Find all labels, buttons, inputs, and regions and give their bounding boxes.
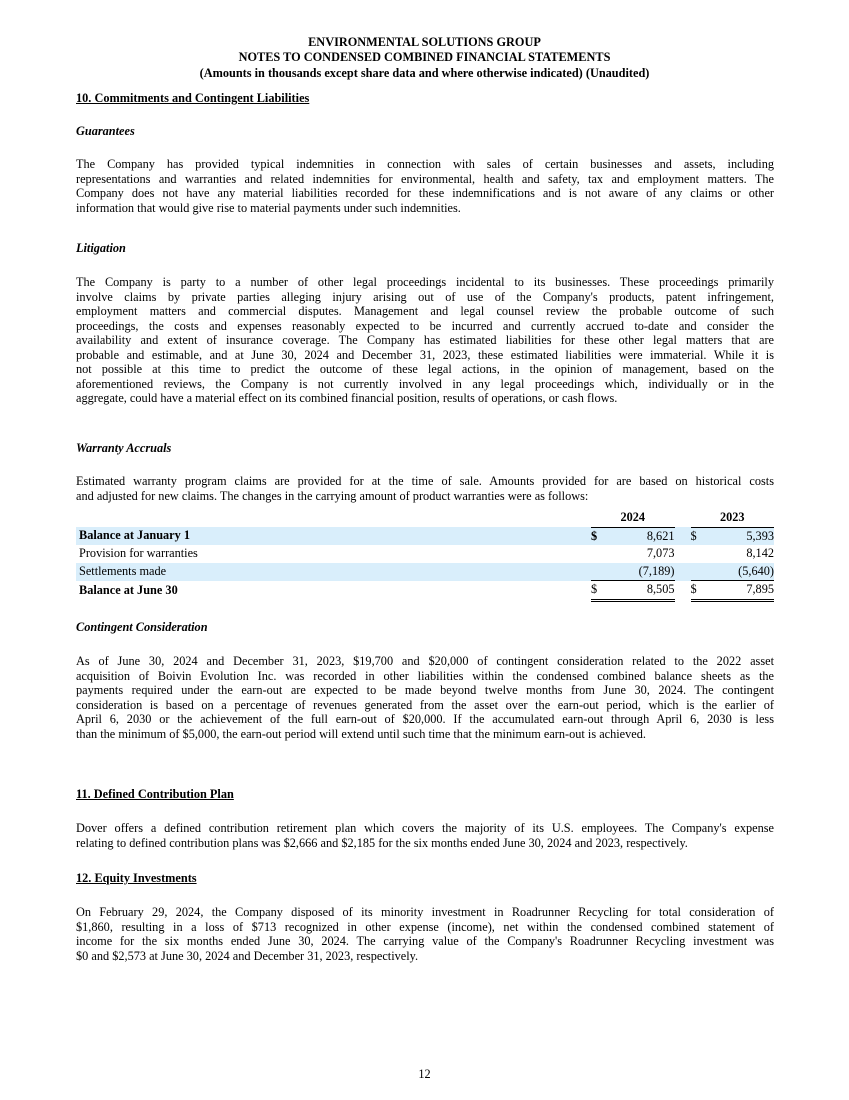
section-12-line: income for the six months ended June 30, 2024. The carrying value of the Company's Roadrunner Recycling investment was [76,934,774,948]
value-2024: 8,621 [605,527,675,545]
table-header-row [76,509,774,527]
warranty-line: and adjusted for new claims. The changes in the carrying amount of product warranties were as follows: [76,488,589,503]
warranty-table [76,509,774,602]
value-2023: (5,640) [705,563,775,581]
section-10-heading: 10. Commitments and Contingent Liabilities [76,91,310,105]
currency-symbol: $ [691,527,705,545]
value-2023: 7,895 [705,581,775,601]
contingent-title: Contingent Consideration [76,620,208,634]
litigation-line: The Company is party to a number of other legal proceedings incidental to its businesses. These proceedings primarily [76,275,774,289]
litigation-line: availability and extent of insurance coverage. The Company has estimated liabilities for these other legal matters that are [76,333,774,347]
currency-symbol: $ [591,581,605,601]
page-number: 12 [418,1067,431,1081]
section-11-paragraph [76,821,774,850]
value-2024: 7,073 [646,546,675,560]
guarantees-line: The Company has provided typical indemnities in connection with sales of certain businesses and assets, including [76,157,774,171]
litigation-title: Litigation [76,241,126,255]
document-subtitle: (Amounts in thousands except share data and where otherwise indicated) (Unaudited) [199,66,650,80]
document-title: NOTES TO CONDENSED COMBINED FINANCIAL STATEMENTS [238,50,611,64]
contingent-line: As of June 30, 2024 and December 31, 2023, $19,700 and $20,000 of contingent consideration related to the 2022 asset [76,654,774,668]
company-name: ENVIRONMENTAL SOLUTIONS GROUP [308,35,541,49]
litigation-line: involve claims by private parties alleging injury arising out of use of the Company's products, patent infringement, [76,289,774,304]
litigation-line: probable and estimable, and at June 30, 2024 and December 31, 2023, these estimated liabilities were immaterial. While it is [76,347,774,362]
contingent-paragraph [76,654,774,741]
guarantees-line: information that would give rise to material payments under such indemnities. [76,200,461,215]
section-11-line: relating to defined contribution plans was $2,666 and $2,185 for the six months ended June 30, 2024 and 2023, respectively. [76,835,688,850]
guarantees-line: Company does not have any material liabilities recorded for these indemnifications and is not aware of any claims or other [76,186,774,200]
table-row [76,527,774,545]
table-row [76,563,774,581]
litigation-line: employment matters and commercial disputes. Management and legal counsel review the probable outcome of such [76,304,774,318]
contingent-line: payments required under the earn-out are expected to be made beyond twelve months from June 30, 2024. The contingent [76,683,774,697]
section-12-line: On February 29, 2024, the Company disposed of its minority investment in Roadrunner Recycling for total consideration of [76,905,774,919]
section-12-line: $1,860, resulting in a loss of $713 recognized in other expense (income), net within the condensed combined statement of [76,919,774,934]
currency-symbol: $ [591,527,605,545]
litigation-line: aggregate, could have a material effect on its combined financial position, results of operations, or cash flows. [76,391,618,405]
contingent-line: than the minimum of $5,000, the earn-out period will extend until such time that the minimum earn-out is achieved. [76,726,646,741]
value-2023: 5,393 [705,527,775,545]
warranty-title: Warranty Accruals [76,441,172,455]
value-2024: (7,189) [605,563,675,581]
guarantees-paragraph [76,157,774,215]
value-2023: 8,142 [746,546,774,560]
litigation-line: aforementioned reviews, the Company is not currently involved in any legal proceedings which, individually or in the [76,376,774,391]
currency-symbol: $ [691,581,705,601]
litigation-line: not possible at this time to predict the outcome of these legal actions, in the opinion of management, based on the [76,362,774,376]
row-label: Settlements made [76,563,591,581]
warranty-paragraph [76,474,774,503]
guarantees-title: Guarantees [76,124,135,138]
section-11-line: Dover offers a defined contribution retirement plan which covers the majority of its U.S. employees. The Company's expense [76,821,774,835]
column-header-2023: 2023 [691,509,775,527]
row-label: Balance at June 30 [79,582,178,597]
litigation-line: proceedings, the costs and expenses reasonably expected to be incurred and currently accrued to-date and consider the [76,318,774,333]
value-2024: 8,505 [605,581,675,601]
section-11-heading: 11. Defined Contribution Plan [76,787,234,801]
row-label: Balance at January 1 [76,527,591,545]
row-label: Provision for warranties [79,546,198,560]
section-12-line: $0 and $2,573 at June 30, 2024 and December 31, 2023, respectively. [76,948,419,963]
contingent-line: consideration is based on a percentage of revenues generated from the asset over the earn-out period, which is the earlier of [76,697,774,712]
section-12-paragraph [76,905,774,963]
table-row [76,545,774,563]
contingent-line: April 6, 2030 or the achievement of the full earn-out of $20,000. If the accumulated earn-out through April 6, 2030 is less [76,712,774,726]
contingent-line: acquisition of Boivin Evolution Inc. was recorded in other liabilities within the condensed combined balance sheets as the [76,668,774,683]
table-row [76,581,774,601]
litigation-paragraph [76,275,774,406]
section-12-heading: 12. Equity Investments [76,871,197,885]
guarantees-line: representations and warranties and related indemnities for environmental, health and safety, tax and employment matters. The [76,171,774,186]
column-header-2024: 2024 [591,509,675,527]
warranty-line: Estimated warranty program claims are provided for at the time of sale. Amounts provided for are based on historical costs [76,474,774,488]
